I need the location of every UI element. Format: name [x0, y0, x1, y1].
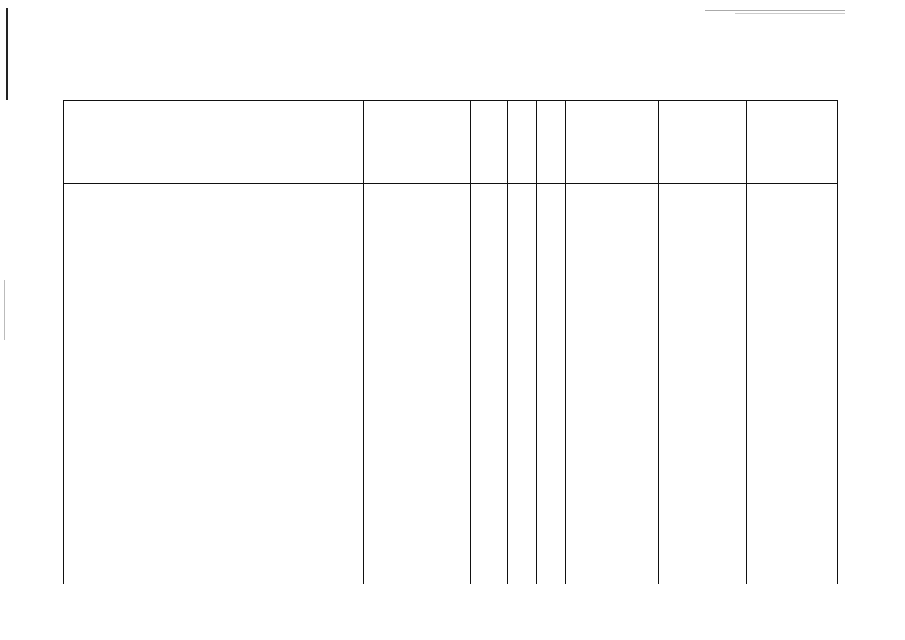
header-group	[471, 101, 508, 185]
header-podrazdel	[537, 101, 566, 185]
header-2024	[747, 101, 839, 185]
column-border	[507, 184, 508, 584]
column-border	[565, 184, 566, 584]
header-razdel	[508, 101, 537, 185]
column-border	[63, 184, 64, 584]
header-name	[64, 101, 364, 185]
header-2023	[659, 101, 747, 185]
scan-artifact-line	[705, 10, 845, 11]
header-target	[364, 101, 471, 185]
column-border	[470, 184, 471, 584]
column-border	[746, 184, 747, 584]
table-header	[63, 100, 838, 184]
header-2022	[566, 101, 659, 185]
scan-edge-mark	[4, 280, 5, 340]
column-border	[536, 184, 537, 584]
column-border	[363, 184, 364, 584]
scan-edge-mark	[6, 8, 8, 100]
column-border	[837, 184, 838, 584]
column-border	[658, 184, 659, 584]
scan-artifact-line	[735, 13, 845, 14]
